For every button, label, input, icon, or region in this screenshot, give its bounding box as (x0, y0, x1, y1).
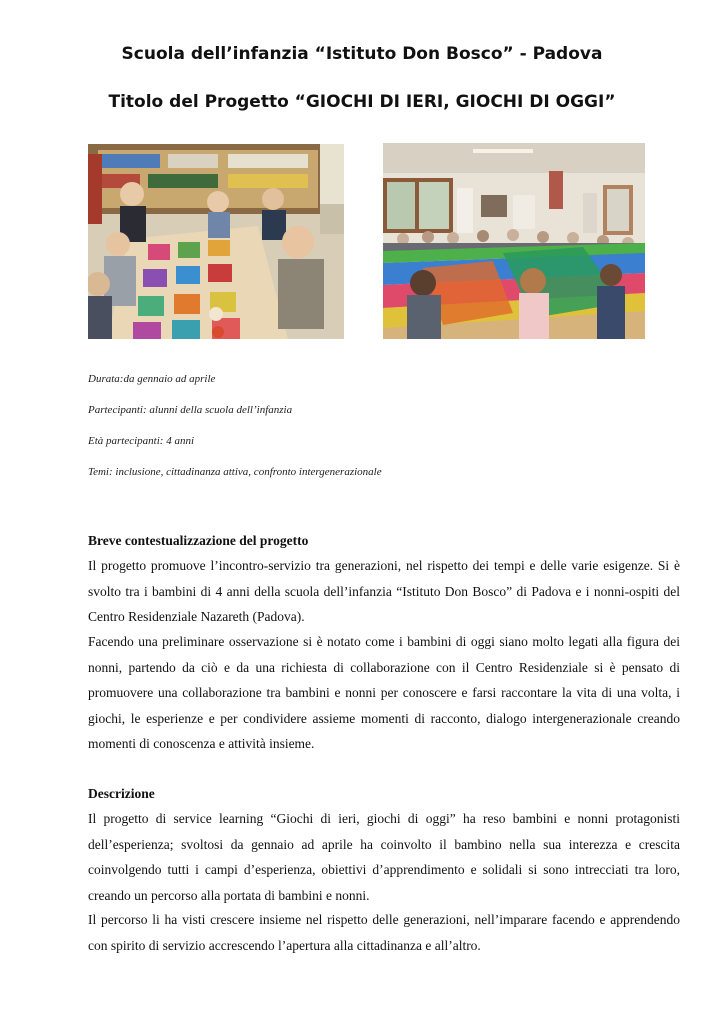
photo-children-table (88, 144, 344, 339)
section-heading-context: Breve contestualizzazione del progetto (88, 533, 309, 548)
section-heading-description: Descrizione (88, 786, 155, 801)
project-title: Titolo del Progetto “GIOCHI DI IERI, GIOCHI DI OGGI” (108, 92, 616, 112)
info-participants: Partecipanti: alunni della scuola dell’infanzia (88, 404, 293, 416)
photo-parachute-game (383, 143, 645, 339)
context-paragraph: Facendo una preliminare osservazione si è notato come i bambini di oggi siano molto legati alla figura dei nonni, partendo da ciò e da una richiesta di collaborazione con il Centro Residenziale si è pensato di promuovere una collaborazione tra bambini e nonni per conoscere e farsi raccontare la vita di una volta, i giochi, le esperienze e per condividere assieme momenti di racconto, dialogo intergenerazionale creando momenti di conoscenza e attività insieme. (88, 634, 680, 751)
school-title: Scuola dell’infanzia “Istituto Don Bosco” - Padova (121, 44, 603, 64)
info-age: Età partecipanti: 4 anni (88, 435, 195, 447)
info-duration: Durata:da gennaio ad aprile (88, 373, 216, 385)
context-paragraph: Il progetto promuove l’incontro-servizio tra generazioni, nel rispetto dei tempi e delle varie esigenze. Si è svolto tra i bambini di 4 anni della scuola dell’infanzia “Istituto Don Bosco” di Padova e i nonni-ospiti del Centro Residenziale Nazareth (Padova). (88, 558, 680, 624)
description-paragraph: Il percorso li ha visti crescere insieme nel rispetto delle generazioni, nell’imparare facendo e apprendendo con spirito di servizio accrescendo l’apertura alla cittadinanza e all’altro. (88, 912, 680, 953)
info-themes: Temi: inclusione, cittadinanza attiva, confronto intergenerazionale (88, 466, 382, 478)
description-paragraph: Il progetto di service learning “Giochi di ieri, giochi di oggi” ha reso bambini e nonni protagonisti dell’esperienza; svoltosi da gennaio ad aprile ha coinvolto il bambino nella sua interezza e crescita coinvolgendo tutti i campi d’esperienza, obiettivi d’apprendimento e solidali si sono intrecciati tra loro, creando un percorso alla portata di bambini e nonni. (88, 811, 680, 903)
